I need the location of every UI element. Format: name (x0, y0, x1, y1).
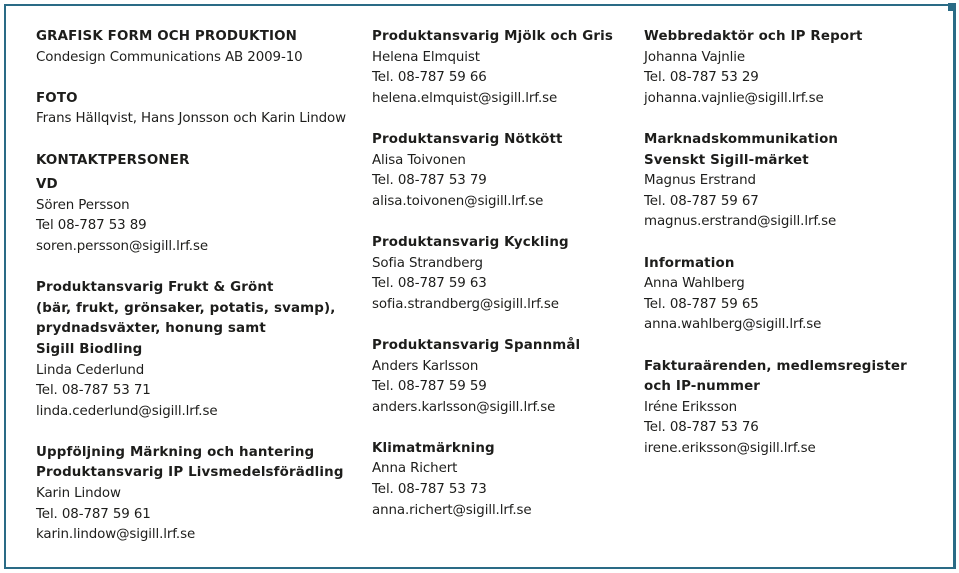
info-title: Information (644, 255, 735, 271)
vd-phone: Tel 08-787 53 89 (36, 218, 147, 234)
klimat-email[interactable]: anna.richert@sigill.lrf.se (372, 502, 532, 518)
mk-name: Magnus Erstrand (644, 173, 756, 189)
mjolk-name: Helena Elmquist (372, 49, 480, 65)
kontakt-heading: KONTAKTPERSONER (36, 152, 190, 168)
spannmal-title: Produktansvarig Spannmål (372, 337, 581, 353)
grafisk-text: Condesign Communications AB 2009-10 (36, 49, 303, 65)
klimat-title: Klimatmärkning (372, 440, 495, 456)
faktura-phone: Tel. 08-787 53 76 (644, 420, 759, 436)
mjolk-title: Produktansvarig Mjölk och Gris (372, 29, 614, 44)
kyckling-email[interactable]: sofia.strandberg@sigill.lrf.se (372, 296, 559, 312)
kyckling-name: Sofia Strandberg (372, 255, 483, 271)
frukt-title: prydnadsväxter, honung samt (36, 321, 266, 337)
border-corner (948, 3, 956, 11)
ip-phone: Tel. 08-787 59 61 (36, 506, 151, 522)
info-phone: Tel. 08-787 59 65 (644, 296, 759, 312)
frukt-title: Sigill Biodling (36, 341, 143, 357)
mk-title: Marknadskommunikation (644, 131, 839, 147)
webb-email[interactable]: johanna.vajnlie@sigill.lrf.se (644, 90, 824, 106)
foto-text: Frans Hällqvist, Hans Jonsson och Karin Lindow (36, 111, 347, 127)
spannmal-name: Anders Karlsson (372, 358, 479, 374)
column-right (644, 27, 924, 459)
frukt-phone: Tel. 08-787 53 71 (36, 383, 151, 399)
grafisk-heading: GRAFISK FORM OCH PRODUKTION (36, 29, 298, 44)
faktura-title: Fakturaärenden, medlemsregister (644, 358, 907, 374)
webb-phone: Tel. 08-787 53 29 (644, 70, 759, 86)
info-name: Anna Wahlberg (644, 276, 745, 292)
mjolk-phone: Tel. 08-787 59 66 (372, 70, 487, 86)
ip-title: Produktansvarig IP Livsmedelsförädling (36, 465, 344, 481)
frukt-email[interactable]: linda.cederlund@sigill.lrf.se (36, 403, 218, 419)
klimat-name: Anna Richert (372, 461, 458, 477)
frukt-title: Produktansvarig Frukt & Grönt (36, 280, 274, 296)
column-middle (372, 27, 622, 521)
kyckling-phone: Tel. 08-787 59 63 (372, 276, 487, 292)
mk-phone: Tel. 08-787 59 67 (644, 193, 759, 209)
faktura-title: och IP-nummer (644, 379, 761, 395)
vd-email[interactable]: soren.persson@sigill.lrf.se (36, 238, 208, 254)
faktura-name: Iréne Eriksson (644, 399, 738, 415)
notkott-email[interactable]: alisa.toivonen@sigill.lrf.se (372, 193, 544, 209)
webb-title: Webbredaktör och IP Report (644, 29, 863, 44)
spannmal-email[interactable]: anders.karlsson@sigill.lrf.se (372, 399, 556, 415)
ip-email[interactable]: karin.lindow@sigill.lrf.se (36, 527, 196, 543)
foto-heading: FOTO (36, 90, 78, 106)
info-email[interactable]: anna.wahlberg@sigill.lrf.se (644, 317, 822, 333)
column-left (36, 27, 346, 546)
ip-title: Uppföljning Märkning och hantering (36, 444, 315, 460)
notkott-title: Produktansvarig Nötkött (372, 131, 563, 147)
klimat-phone: Tel. 08-787 53 73 (372, 482, 487, 498)
frukt-title: (bär, frukt, grönsaker, potatis, svamp), (36, 300, 336, 316)
mk-title: Svenskt Sigill-märket (644, 152, 809, 168)
vd-heading: VD (36, 177, 58, 193)
mjolk-email[interactable]: helena.elmquist@sigill.lrf.se (372, 90, 558, 106)
notkott-phone: Tel. 08-787 53 79 (372, 173, 487, 189)
kyckling-title: Produktansvarig Kyckling (372, 234, 569, 250)
webb-name: Johanna Vajnlie (644, 49, 745, 65)
vd-name: Sören Persson (36, 197, 130, 213)
mk-email[interactable]: magnus.erstrand@sigill.lrf.se (644, 214, 837, 230)
spannmal-phone: Tel. 08-787 59 59 (372, 379, 487, 395)
frukt-name: Linda Cederlund (36, 362, 145, 378)
ip-name: Karin Lindow (36, 486, 121, 502)
faktura-email[interactable]: irene.eriksson@sigill.lrf.se (644, 440, 816, 456)
notkott-name: Alisa Toivonen (372, 152, 466, 168)
